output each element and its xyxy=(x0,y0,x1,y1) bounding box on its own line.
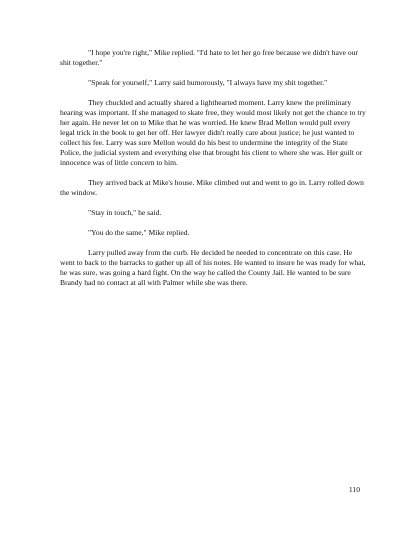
paragraph-6: "You do the same," Mike replied. xyxy=(88,228,190,237)
body-text xyxy=(60,48,366,298)
paragraph-4: They arrived back at Mike's house. Mike climbed out and went to go in. Larry rolled down the window. xyxy=(60,178,364,197)
paragraph-3: They chuckled and actually shared a lighthearted moment. Larry knew the preliminary hearing was important. If she managed to skate free, they would most likely not get the chance to try her again. He never let on to Mike that he was worried. He knew Brad Mellon would pull every legal trick in the book to get her off. Her lawyer didn't really care about justice; he just wanted to collect his fee. Larry was sure Mellon would do his best to undermine the integrity of the State Police, the judicial system and everything else that brought his client to where she was. Her guilt or innocence was of little concern to him. xyxy=(60,98,366,167)
paragraph-5: "Stay in touch," he said. xyxy=(88,208,162,217)
paragraph-1: "I hope you're right," Mike replied. "I'd hate to let her go free because we didn't have our shit together." xyxy=(60,48,359,67)
paragraph-2: "Speak for yourself," Larry said humorously, "I always have my shit together." xyxy=(88,78,328,87)
page-number: 110 xyxy=(348,485,360,494)
paragraph-7: Larry pulled away from the curb. He decided he needed to concentrate on this case. He went to back to the barracks to gather up all of his notes. He wanted to insure he was ready for what, he was sure, was going a hard fight. On the way he called the County Jail. He wanted to be sure Brandy had no contact at all with Palmer while she was there. xyxy=(60,248,366,287)
